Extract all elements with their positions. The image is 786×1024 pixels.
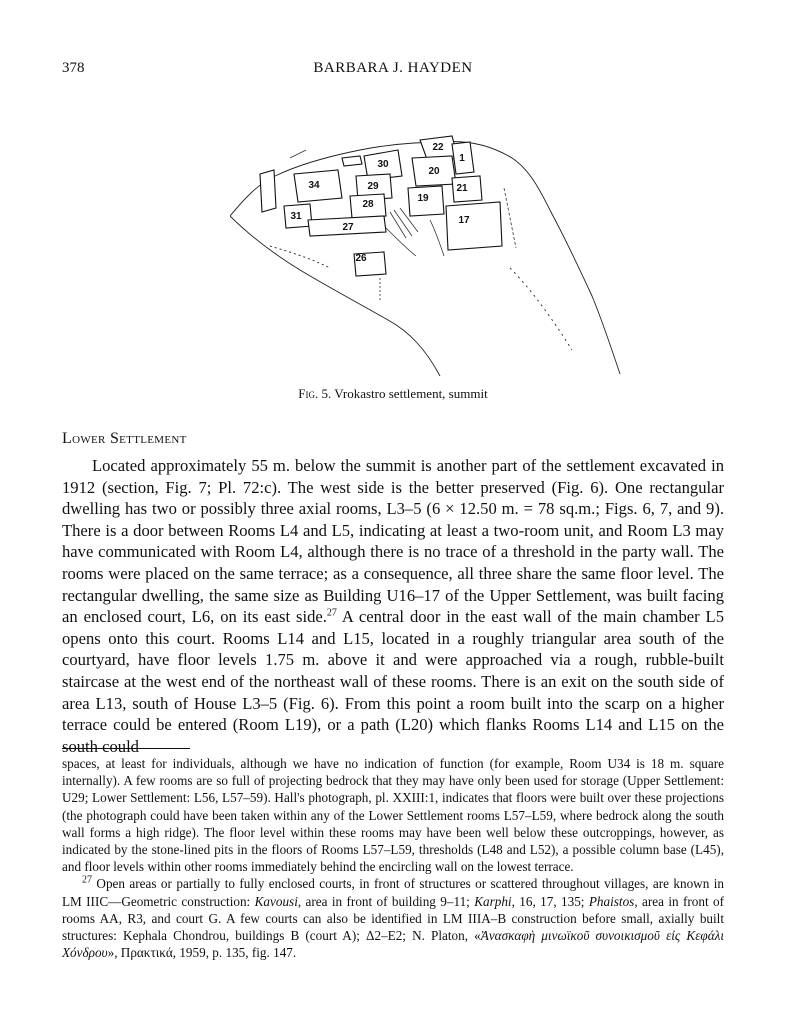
footnote-rule: [62, 748, 190, 749]
figure-vrokastro-summit-drawing: [230, 128, 630, 380]
footnote-ref-27: 27: [326, 607, 337, 619]
running-head-author: BARBARA J. HAYDEN: [313, 60, 473, 76]
room-label-20: 20: [428, 166, 440, 177]
room-label-26: 26: [355, 253, 367, 264]
figure-caption: [62, 386, 724, 402]
footnote-27-text: , 16, 17, 135;: [511, 893, 589, 909]
room-label-22: 22: [432, 142, 444, 153]
body-text: [62, 455, 724, 757]
footnotes: [62, 755, 724, 961]
footnote-27-number: 27: [82, 875, 92, 887]
room-label-30: 30: [377, 159, 389, 170]
running-head: [62, 60, 724, 80]
room-label-17: 17: [458, 215, 470, 226]
footnote-27-text: », Πρακτικά, 1959, p. 135, fig. 147.: [107, 945, 297, 961]
body-paragraph-part-1: Located approximately 55 m. below the summit is another part of the settlement excavated in 1912 (section, Fig. 7; Pl. 72:c). The west side is the better preserved (Fig. 6). One rectangular dwelling has two or possibly three axial rooms, L3–5 (6 × 12.50 m. = 78 sq.m.; Figs. 6, 7, and 9). There is a door between Rooms L4 and L5, indicating at least a two-room unit, and Room L3 may have communicated with Room L4, although there is no trace of a threshold in the party wall. The rooms were placed on the same terrace; as a consequence, all three share the same floor level. The rectangular dwelling, the same size as Building U16–17 of the Upper Settlement, was built facing an enclosed court, L6, on its east side.: [62, 456, 724, 627]
room-label-29: 29: [367, 181, 379, 192]
room-walls: [260, 136, 502, 276]
page-number: 378: [62, 60, 85, 76]
footnote-27-greek-title: Ἀνασκαφὴ μινωϊκοῦ συνοικισμοῦ εἰς Κεφάλι Χόνδρου: [62, 928, 724, 961]
footnote-continued: spaces, at least for individuals, although we have no indication of function (for example, Room U34 is 18 m. square internally). A few rooms are so full of projecting bedrock that they may have only been used for storage (Upper Settlement: U29; Lower Settlement: L56, L57–59). Hall's photograph, pl. XXIII:1, indicates that floors were built over these projections (the photograph could have been taken within any of the Lower Settlement rooms L57–L59, where bedrock along the south wall forms a high ridge). The floor level within these rooms may have been well below these outcroppings, however, as indicated by the stone-lined pits in the floors of Rooms L57–L59, thresholds (L48 and L52), a possible column base (L45), and floor levels within other rooms immediately behind the encircling wall on the lowest terrace.: [62, 756, 724, 875]
room-label-27: 27: [342, 222, 354, 233]
figure-caption-prefix: Fig.: [298, 386, 319, 401]
footnote-27-text: , area in front of rooms AA, R3, and court G. A few courts can also be identified in LM IIIA–B construction before small, axially built structures: Kephala Chondrou, buildings B (court A); Δ2–E2; N. Platon, «: [62, 893, 724, 944]
footnote-27-site-karphi: Karphi: [474, 893, 512, 909]
footnote-27: [62, 875, 724, 961]
footnote-27-text: Open areas or partially to fully enclosed courts, in front of structures or scattered throughout villages, are known in LM IIIC—Geometric construction:: [62, 876, 724, 909]
room-label-31: 31: [290, 211, 302, 222]
section-heading: Lower Settlement: [62, 430, 187, 447]
site-drawing: [230, 128, 630, 380]
room-label-19: 19: [417, 193, 429, 204]
footnote-27-site-kavousi: Kavousi: [254, 893, 298, 909]
body-paragraph-part-2: A central door in the east wall of the main chamber L5 opens onto this court. Rooms L14 and L15, located in a roughly triangular area south of the courtyard, have floor levels 1.75 m. above it and were approached via a rough, rubble-built staircase at the west end of the northeast wall of these rooms. There is an exit on the south side of area L13, south of House L3–5 (Fig. 6). From this point a room built into the scarp on a higher terrace could be entered (Room L19), or a path (L20) which flanks Rooms L14 and L15 on the south could: [62, 607, 724, 756]
room-label-21: 21: [456, 183, 468, 194]
footnote-27-text: , area in front of building 9–11;: [297, 893, 475, 909]
body-paragraph: [62, 455, 724, 757]
room-label-28: 28: [362, 199, 374, 210]
room-label-1: 1: [459, 153, 465, 164]
footnote-27-site-phaistos: Phaistos: [588, 893, 635, 909]
figure-caption-text: 5. Vrokastro settlement, summit: [321, 386, 488, 401]
room-label-34: 34: [308, 180, 320, 191]
